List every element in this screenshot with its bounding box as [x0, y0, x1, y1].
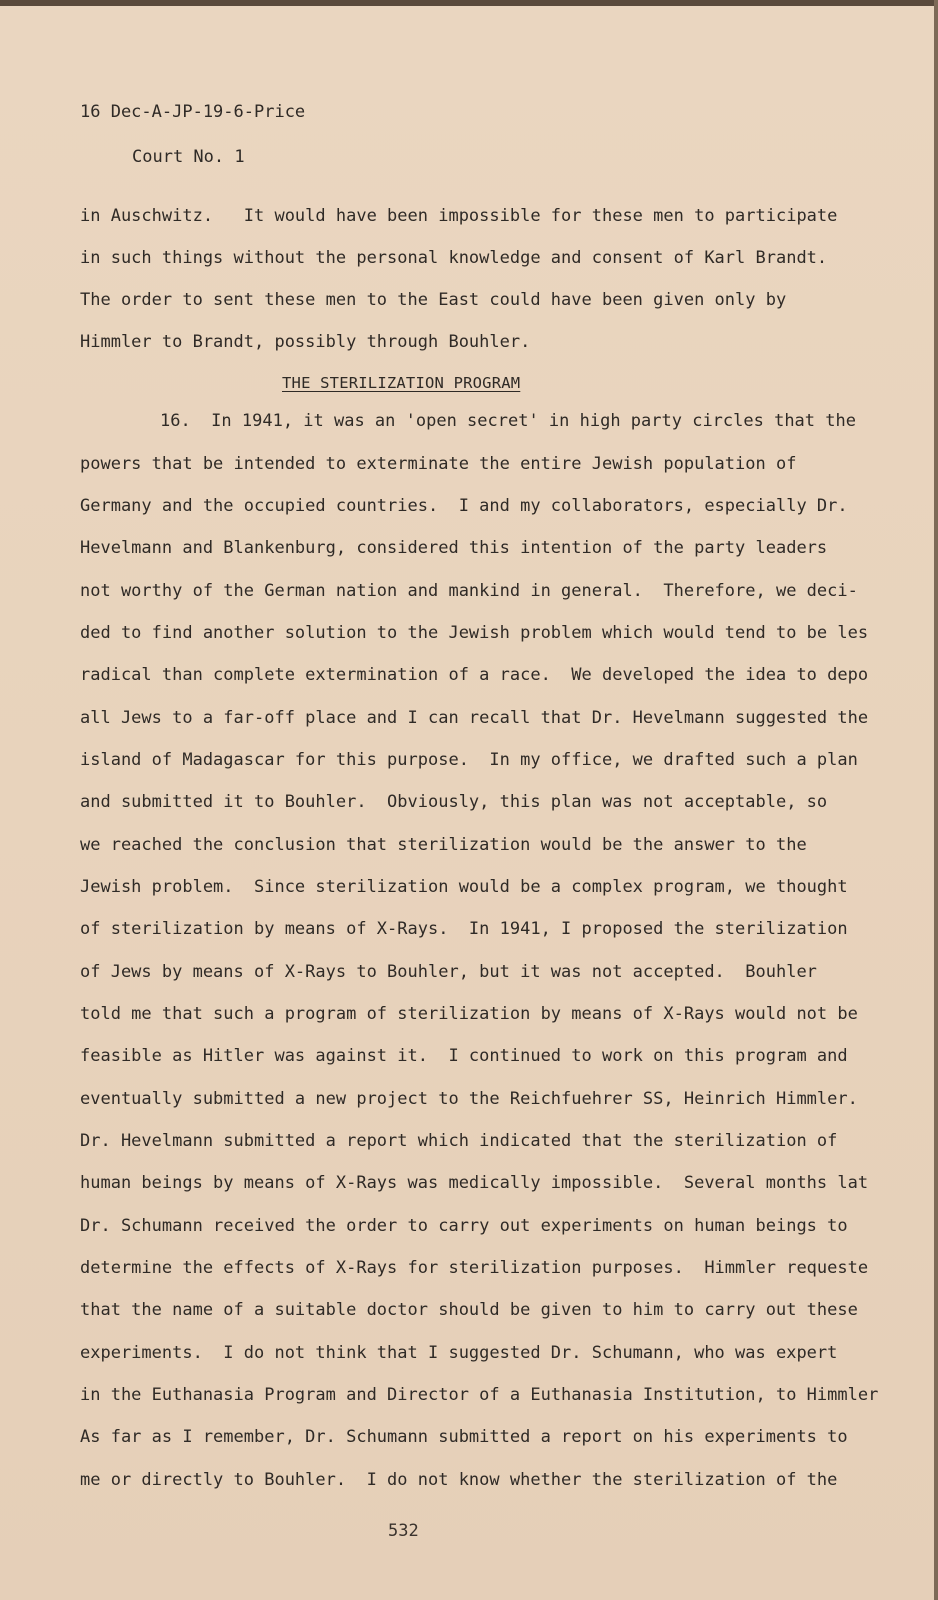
- paragraph-2-line: all Jews to a far-off place and I can recall that Dr. Hevelmann suggested the: [80, 708, 869, 728]
- paragraph-2-line: not worthy of the German nation and mankind in general. Therefore, we deci-: [80, 581, 858, 601]
- paragraph-2-line: human beings by means of X-Rays was medically impossible. Several months lat: [80, 1173, 869, 1193]
- paragraph-2-line: feasible as Hitler was against it. I continued to work on this program and: [80, 1046, 848, 1066]
- document-reference: 16 Dec-A-JP-19-6-Price: [80, 102, 306, 122]
- paragraph-2-line: As far as I remember, Dr. Schumann submitted a report on his experiments to: [80, 1427, 848, 1447]
- paragraph-2-line: that the name of a suitable doctor should be given to him to carry out these: [80, 1300, 858, 1320]
- paragraph-2-line: told me that such a program of sterilization by means of X-Rays would not be: [80, 1004, 858, 1024]
- paragraph-2-line: and submitted it to Bouhler. Obviously, this plan was not acceptable, so: [80, 792, 828, 812]
- paragraph-1-line: in Auschwitz. It would have been impossible for these men to participate: [80, 206, 838, 226]
- paragraph-2-line: we reached the conclusion that sterilization would be the answer to the: [80, 835, 807, 855]
- paragraph-2-line: Hevelmann and Blankenburg, considered this intention of the party leaders: [80, 538, 828, 558]
- court-number: Court No. 1: [132, 147, 245, 167]
- paragraph-2-line: 16. In 1941, it was an 'open secret' in high party circles that the: [160, 411, 856, 431]
- page-right-edge: [934, 0, 938, 1600]
- paragraph-2-line: radical than complete extermination of a race. We developed the idea to depo: [80, 665, 869, 685]
- paragraph-2-line: in the Euthanasia Program and Director of a Euthanasia Institution, to Himmler: [80, 1385, 879, 1405]
- paragraph-2-line: Germany and the occupied countries. I and my collaborators, especially Dr.: [80, 496, 848, 516]
- paragraph-1-line: The order to sent these men to the East could have been given only by: [80, 290, 787, 310]
- paragraph-2-line: eventually submitted a new project to the Reichfuehrer SS, Heinrich Himmler.: [80, 1089, 858, 1109]
- page-number: 532: [388, 1521, 419, 1541]
- paragraph-2-line: of Jews by means of X-Rays to Bouhler, but it was not accepted. Bouhler: [80, 962, 817, 982]
- paragraph-2-line: island of Madagascar for this purpose. In my office, we drafted such a plan: [80, 750, 858, 770]
- paragraph-2-line: of sterilization by means of X-Rays. In 1941, I proposed the sterilization: [80, 919, 848, 939]
- paragraph-1-line: Himmler to Brandt, possibly through Bouhler.: [80, 332, 531, 352]
- paragraph-2-line: ded to find another solution to the Jewish problem which would tend to be les: [80, 623, 869, 643]
- paragraph-2-line: Jewish problem. Since sterilization would be a complex program, we thought: [80, 877, 848, 897]
- paragraph-2-line: determine the effects of X-Rays for sterilization purposes. Himmler requeste: [80, 1258, 869, 1278]
- paragraph-2-line: me or directly to Bouhler. I do not know whether the sterilization of the: [80, 1470, 838, 1490]
- paragraph-1-line: in such things without the personal knowledge and consent of Karl Brandt.: [80, 248, 828, 268]
- paragraph-2-line: powers that be intended to exterminate the entire Jewish population of: [80, 454, 797, 474]
- paragraph-2-line: Dr. Hevelmann submitted a report which indicated that the sterilization of: [80, 1131, 838, 1151]
- section-heading: THE STERILIZATION PROGRAM: [282, 374, 521, 392]
- paragraph-2-line: experiments. I do not think that I suggested Dr. Schumann, who was expert: [80, 1343, 838, 1363]
- paragraph-2-line: Dr. Schumann received the order to carry out experiments on human beings to: [80, 1216, 848, 1236]
- page-top-edge: [0, 0, 938, 6]
